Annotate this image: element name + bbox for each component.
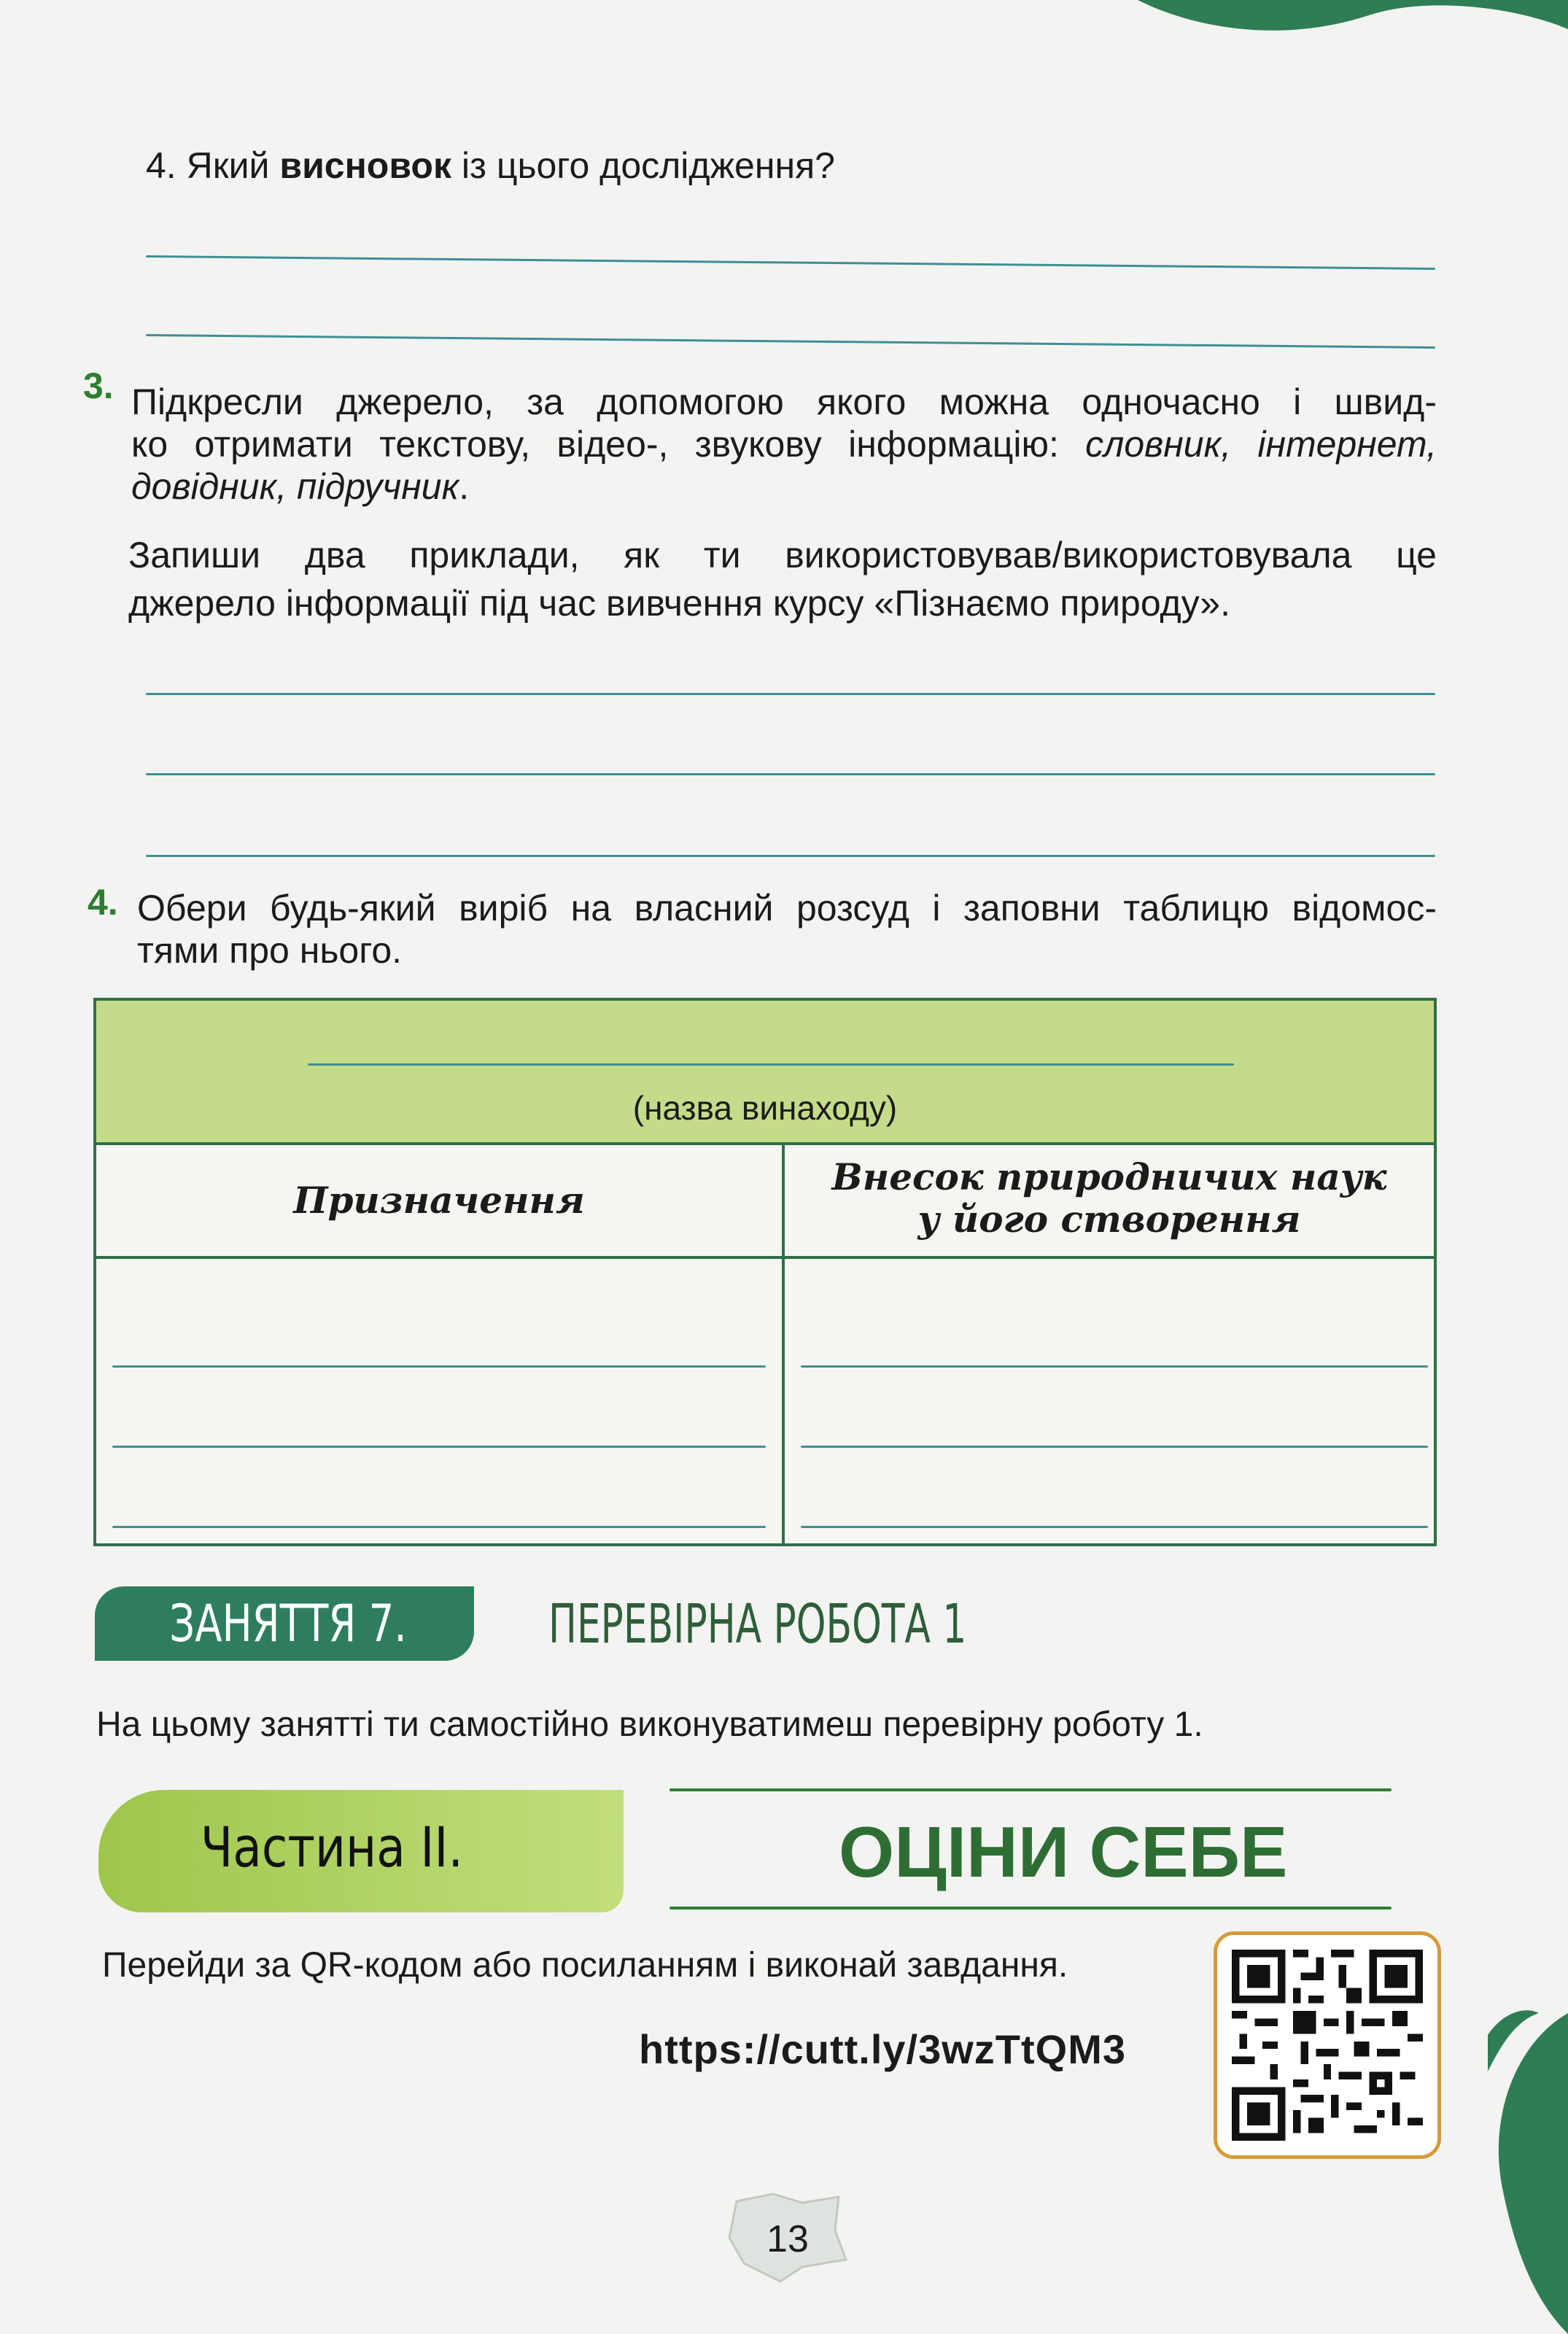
answer-line-purpose[interactable] xyxy=(112,1365,766,1368)
part-title: ОЦІНИ СЕБЕ xyxy=(839,1812,1288,1892)
decorative-line xyxy=(669,1788,1392,1791)
question-4-prefix: 4. Який xyxy=(146,145,280,186)
question-4-keyword: висновок xyxy=(279,145,451,186)
row-divider xyxy=(96,1256,1434,1259)
answer-line[interactable] xyxy=(146,693,1435,695)
column-header-contribution-2: у його створення xyxy=(917,1198,1301,1241)
task-4-line-1: Обери будь-який виріб на власний розсуд і заповни таблицю відомос- xyxy=(137,888,1437,928)
column-header-purpose: Призначення xyxy=(293,1179,585,1222)
decorative-line xyxy=(669,1907,1392,1910)
page-number: 13 xyxy=(766,2218,809,2260)
answer-line-contribution[interactable] xyxy=(801,1365,1428,1368)
invention-name-field[interactable] xyxy=(308,1063,1234,1066)
task-3-line-1: Підкресли джерело, за допомогою якого можна одночасно і швид- xyxy=(131,381,1437,422)
task-3-options-a: словник, інтернет, xyxy=(1085,424,1437,465)
question-4-suffix: із цього дослідження? xyxy=(451,145,835,186)
part-instruction: Перейди за QR-кодом або посиланням і виконай завдання. xyxy=(102,1946,1068,1985)
lesson-description: На цьому занятті ти самостійно виконуватимеш перевірну роботу 1. xyxy=(96,1705,1203,1744)
part-badge-label: Частина ІІ. xyxy=(201,1815,464,1880)
answer-line-purpose[interactable] xyxy=(112,1446,766,1448)
task-3-line-2 xyxy=(131,422,1437,467)
answer-line[interactable] xyxy=(146,855,1435,857)
task-link[interactable]: https://cutt.ly/3wzTtQM3 xyxy=(639,2026,1126,2072)
task-3-line-3 xyxy=(131,464,469,509)
qr-code-frame[interactable] xyxy=(1214,1931,1441,2159)
task-4-number: 4. xyxy=(88,882,118,923)
answer-line-contribution[interactable] xyxy=(801,1446,1428,1448)
column-header-contribution-1: Внесок природничих наук xyxy=(831,1155,1387,1198)
task-3-paragraph-2-line-1: Запиши два приклади, як ти використовував/використовувала це xyxy=(128,535,1437,575)
lesson-title: ПЕРЕВІРНА РОБОТА 1 xyxy=(548,1593,967,1656)
lesson-badge-label: ЗАНЯТТЯ 7. xyxy=(169,1594,407,1653)
question-4 xyxy=(146,143,835,188)
invention-name-caption: (назва винаходу) xyxy=(632,1089,898,1127)
task-3-paragraph-2-line-2: джерело інформації під час вивчення курсу «Пізнаємо природу». xyxy=(128,583,1230,624)
task-4-line-2: тями про нього. xyxy=(137,930,403,971)
table-header xyxy=(96,1001,1434,1145)
answer-line[interactable] xyxy=(146,773,1435,775)
task-3-line-2-text: ко отримати текстову, відео-, звукову інформацію: xyxy=(131,424,1086,465)
qr-code[interactable] xyxy=(1232,1950,1423,2141)
task-3-number: 3. xyxy=(83,365,114,406)
answer-line-purpose[interactable] xyxy=(112,1526,766,1528)
answer-line-contribution[interactable] xyxy=(801,1526,1428,1528)
invention-table xyxy=(93,998,1437,1546)
task-3-options-b: довідник, підручник xyxy=(131,466,459,507)
task-3-line-3-end: . xyxy=(459,466,470,507)
